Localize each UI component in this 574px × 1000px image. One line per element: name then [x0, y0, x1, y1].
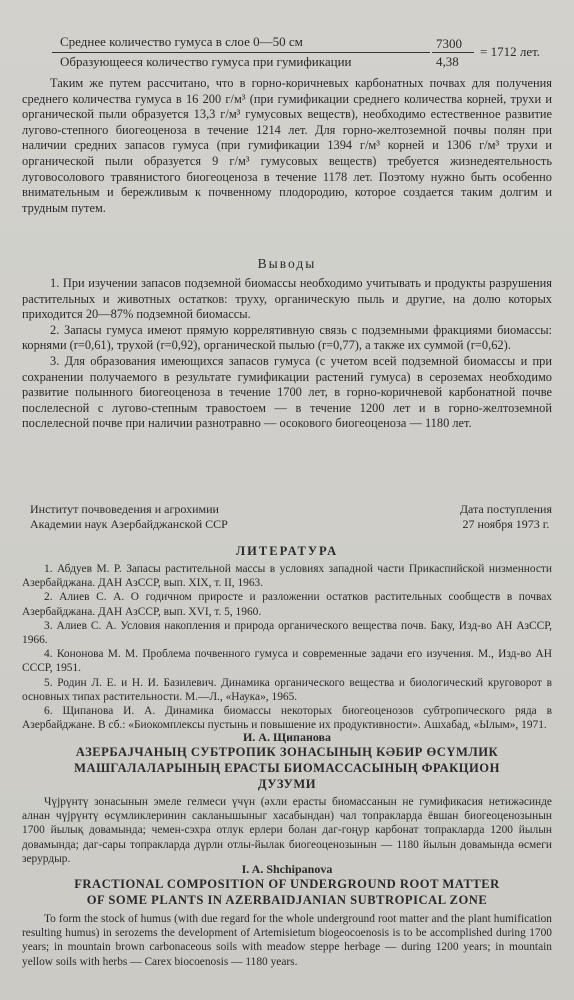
formula-value-top: 7300	[436, 36, 462, 51]
az-title-line: АЗЕРБАЈЧАНЫҢ СУБТРОПИК ЗОНАСЫНЫҢ КӘБИР ӨСҮМЛИК	[75, 745, 499, 759]
az-title-line: ДУЗУМИ	[257, 777, 317, 791]
formula-value-bottom: 4,38	[436, 54, 459, 69]
formula-result: = 1712 лет.	[480, 44, 541, 59]
az-author: И. А. Щипанова	[242, 730, 332, 744]
en-abstract: To form the stock of humus (with due regard for the whole underground root matter and the plant humification resulting humus) in serozems the development of Artemisietum biogeocoenosis is to be accomplished during 1700 years; in mountain brown carbonaceous soils with meadow steppe herbage — during 1200 years; in mountain yellow soils with herbs — Carex biocoenosis — 1180 years.	[22, 913, 552, 968]
received-date	[460, 502, 552, 532]
received-value: 27 ноября 1973 г.	[462, 517, 550, 531]
reference-item: 3. Алиев С. А. Условия накопления и природа органического вещества почв. Баку, Изд-во АН АзССР, 1966.	[22, 619, 552, 647]
formula-denominator: Образующееся количество гумуса при гумификации	[60, 54, 352, 69]
formula-value-divider	[432, 52, 474, 53]
az-title-line: МАШГАЛАЛАРЫНЫҢ ЕРАСТЫ БИОМАССАСЫНЫҢ ФРАКЦИОН	[74, 761, 500, 775]
conclusions-title: Выводы	[257, 256, 317, 271]
reference-item: 6. Щипанова И. А. Динамика биомассы некоторых биогеоценозов субтропического ряда в Азербайджане. В сб.: «Биокомплексы пустынь и повышение их продуктивности». Ашхабад, «Ылым», 1971.	[22, 705, 552, 732]
az-abstract: Чүјрүнтү зонасынын эмеле гелмеси үчүн (әхли ерасты биомассанын не гумификасия нетижәсинде алнан чүјрүнтү өсүмликлеринин сакланышыныг хасабындан) чал топракларда ёвшан биогеоценозынын 1700 йылық довамында; чемен-сэхра отлук ерлери болан даг-гоңур карбонат топракларда 1200 йылын довамында; даг-сары топракларда дүрли отлы-йылак биогеоценозынын — 1180 йылын довамында өсмеги зерурдыр.	[22, 796, 552, 865]
reference-item: 5. Родин Л. Е. и Н. И. Базилевич. Динамика органического вещества и биологический круговорот в основных типах растительности. М.—Л., «Наука», 1965.	[22, 676, 552, 703]
en-author: I. A. Shchipanova	[241, 862, 333, 876]
reference-item: 4. Кононова М. М. Проблема почвенного гумуса и современные задачи его изучения. М., Изд-во АН СССР, 1951.	[22, 648, 552, 675]
conclusions-list	[22, 276, 552, 432]
conclusion-item: 1. При изучении запасов подземной биомассы необходимо учитывать и продукты разрушения растительных и животных остатков: труху, органическую пыль и другие, на долю которых приходится 20—87% подземной биомассы.	[22, 276, 552, 322]
reference-item: 1. Абдуев М. Р. Запасы растительной массы в условиях западной части Прикаспийской низменности Азербайджана. ДАН АзССР, вып. XIX, т. II, 1963.	[22, 563, 552, 590]
reference-item: 2. Алиев С. А. О годичном приросте и разложении остатков растительных сообществ в почвах Азербайджана. ДАН АзССР, вып. XVI, т. 5, 1960.	[22, 591, 552, 618]
conclusion-item: 2. Запасы гумуса имеют прямую коррелятивную связь с подземными фракциями биомассы: корнями (r=0,61), трухой (r=0,92), органической пылью (r=0,77), а также их суммой (r=0,62).	[22, 322, 552, 353]
received-label: Дата поступления	[459, 502, 552, 516]
formula-numerator: Среднее количество гумуса в слое 0—50 см	[60, 34, 303, 49]
literature-list	[22, 562, 552, 732]
en-title-line: FRACTIONAL COMPOSITION OF UNDERGROUND ROOT MATTER	[74, 877, 500, 891]
conclusion-item: 3. Для образования имеющихся запасов гумуса (с учетом всей подземной биомассы и при сохранении получаемого в результате гумификации растений гумуса) в сероземах необходимо развитие полынного биогеоценоза в течение 1700 лет, в горно-коричневой карбонатной почве послелесной с лугово-степным травостоем — в течение 1200 лет и в горно-желтоземной послелесной почве при наличии разнотравно — осокового биогеоценоза — 1180 лет.	[22, 353, 552, 431]
formula-divider	[52, 52, 430, 53]
institute-affiliation	[30, 502, 228, 532]
humus-formula	[52, 30, 562, 72]
en-title-line: OF SOME PLANTS IN AZERBAIDJANIAN SUBTROPICAL ZONE	[86, 893, 488, 907]
institute-line: Институт почвоведения и агрохимии	[30, 502, 219, 516]
en-abstract-block	[22, 912, 552, 969]
literature-title: ЛИТЕРАТУРА	[235, 544, 339, 558]
intro-paragraph: Таким же путем рассчитано, что в горно-коричневых карбонатных почвах для получения среднего количества гумуса в 16 200 г/м³ (при гумификации среднего количества корней, трухи и органической пыли образуется 13,3 г/м³ гумусовых веществ), необходимо естественное развитие лугово-степного биогеоценоза в течение 1214 лет. Для горно-желтоземной почвы полян при наличии средних запасов гумуса (при гумификации 1394 г/м³ корней и 1306 г/м³ трухи и органической пыли образуется 9 г/м³ гумусовых веществ) требуется жизнедеятельность луговосолового травянистого биогеоценоза в течение 1178 лет. Поэтому нужно быть особенно внимательным и бережливым к почвенному плодородию, которое создается таким долгим и трудным путем.	[22, 76, 552, 215]
az-abstract-block	[22, 795, 552, 866]
intro-paragraph-block	[22, 76, 552, 216]
institute-line: Академии наук Азербайджанской ССР	[30, 517, 228, 531]
